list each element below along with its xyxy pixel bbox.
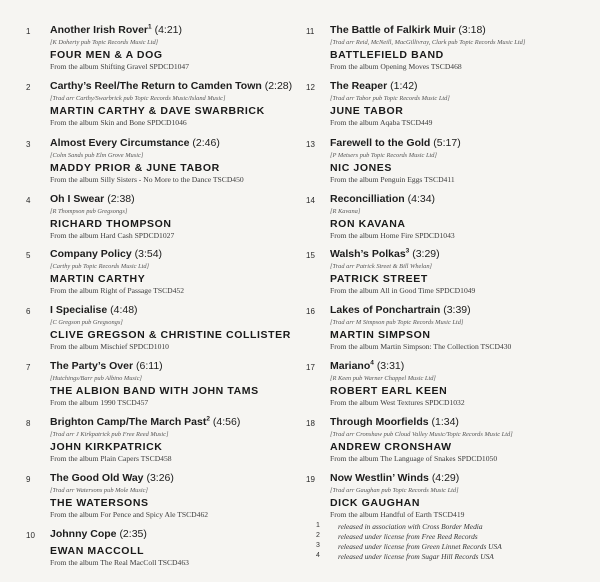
footnote-marker: 3 [405,247,410,255]
track-credit: [Trad arr J Kirkpatrick pub Free Reed Music] [50,431,169,438]
track-credit: [C Gregson pub Gregsongs] [50,319,123,326]
track-album: From the album Penguin Eggs TSCD411 [330,175,455,184]
track-duration: (2:46) [192,137,220,149]
track-album: From the album Martin Simpson: The Collection TSCD430 [330,342,512,351]
track-duration: (2:28) [264,80,293,92]
track-number: 9 [26,475,31,484]
track-title-line [50,360,294,373]
track-artist: MARTIN CARTHY & DAVE SWARBRICK [50,105,265,117]
track-artist: FOUR MEN & A DOG [50,49,163,61]
footnote [316,542,596,552]
track-credit: [Trad arr Patrick Street & Bill Whelan] [330,263,433,270]
track-title-line [330,416,596,429]
footnote-number: 3 [316,542,320,549]
footnote-text: released under license from Free Reed Records [338,532,478,541]
track-title-line [50,416,294,429]
track-number: 14 [306,196,315,205]
track-artist: JUNE TABOR [330,105,404,117]
track-artist: CLIVE GREGSON & CHRISTINE COLLISTER [50,329,291,341]
track-title: Now Westlin’ Winds [330,472,429,484]
track-album: From the album Opening Moves TSCD468 [330,62,462,71]
track-duration: (4:29) [431,472,460,484]
track-title-line [330,80,596,93]
track-credit: [Trad arr Watersons pub Mole Music] [50,487,148,494]
track-artist: JOHN KIRKPATRICK [50,441,163,453]
track-credit: [Trad arr Reid, McNeill, MacGillivray, Clark pub Topic Records Music Ltd] [330,39,526,46]
track-title: Almost Every Circumstance [50,137,190,149]
track-artist: THE WATERSONS [50,497,149,509]
track-artist: BATTLEFIELD BAND [330,49,444,61]
footnote-text: released in association with Cross Border Media [338,522,483,531]
track-album: From the album The Language of Snakes SPDCD1050 [330,454,498,463]
footnote [316,532,596,542]
track-duration: (1:42) [390,80,418,92]
track-number: 12 [306,83,315,92]
track-album: From the album 1990 TSCD457 [50,398,149,407]
track-artist: DICK GAUGHAN [330,497,421,509]
track-artist: RICHARD THOMPSON [50,218,172,230]
track-album: From the album Shifting Gravel SPDCD1047 [50,62,190,71]
track-duration: (6:11) [136,360,163,372]
track-duration: (1:34) [431,416,459,428]
track-credit: [Carthy pub Topic Records Music Ltd] [50,263,150,270]
footnote-text: released under license from Sugar Hill Records USA [338,552,494,561]
track-number: 16 [306,307,315,316]
track-album: From the album Handful of Earth TSCD419 [330,510,465,519]
track-title: Reconcilliation [330,193,405,205]
track-credit: [R Kavana] [330,208,361,215]
track-title: Carthy’s Reel/The Return to Camden Town [50,80,262,92]
track-duration: (2:38) [107,193,135,205]
track-credit: [P Metsers pub Topic Records Music Ltd] [330,152,437,159]
track-number: 3 [26,140,31,149]
track-duration: (3:54) [134,248,163,260]
footnote-number: 1 [316,522,320,529]
track-duration: (4:21) [154,24,183,36]
track-title-line [330,248,596,261]
track-title-line [330,472,596,485]
track-title: Through Moorfields [330,416,429,428]
track-credit: [Trad arr Gaughan pub Topic Records Music Ltd] [330,487,459,494]
track-number: 19 [306,475,315,484]
track-number: 15 [306,251,315,260]
footnote-number: 4 [316,552,320,559]
track-title: Lakes of Ponchartrain [330,304,441,316]
track-album: From the album Mischief SPDCD1010 [50,342,169,351]
track-duration: (3:29) [412,248,440,260]
track-title: Oh I Swear [50,193,105,205]
track-title: Johnny Cope [50,528,117,540]
track-artist: MARTIN SIMPSON [330,329,431,341]
footnote-number: 2 [316,532,320,539]
track-number: 2 [26,83,31,92]
track-title: Farewell to the Gold [330,137,431,149]
track-duration: (3:26) [146,472,174,484]
track-duration: (4:56) [212,416,241,428]
track-credit: [Colm Sands pub Elm Grove Music] [50,152,144,159]
track-album: From the album Hard Cash SPDCD1027 [50,231,175,240]
track-number: 4 [26,196,31,205]
track-credit: [Trad arr M Simpson pub Topic Records Music Ltd] [330,319,464,326]
track-title-line [50,80,294,93]
track-artist: NIC JONES [330,162,392,174]
footnote-marker: 1 [148,23,152,31]
track-number: 13 [306,140,315,149]
track-number: 11 [306,27,315,36]
track-album: From the album Skin and Bone SPDCD1046 [50,118,187,127]
track-duration: (3:18) [458,24,486,36]
track-title-line [330,137,596,150]
track-title-line [50,24,294,37]
track-title: Brighton Camp/The March Past [50,416,207,428]
track-credit: [K Doherty pub Topic Records Music Ltd] [50,39,159,46]
track-title-line [330,304,596,317]
track-album: From the album West Textures SPDCD1032 [330,398,465,407]
track-credit: [Trad arr Cronshaw pub Cloud Valley Music/Topic Records Music Ltd] [330,431,513,438]
track-credit: [Trad arr Carthy/Swarbrick pub Topic Records Music/Island Music] [50,95,226,102]
track-duration: (3:31) [376,360,405,372]
track-title: Walsh’s Polkas [330,248,406,260]
track-number: 6 [26,307,31,316]
track-artist: RON KAVANA [330,218,406,230]
track-album: From the album All in Good Time SPDCD1049 [330,286,476,295]
track-number: 17 [306,363,315,372]
footnote-marker: 4 [370,359,374,367]
track-album: From the album The Real MacColl TSCD463 [50,558,189,567]
track-number: 5 [26,251,31,260]
track-artist: PATRICK STREET [330,273,428,285]
track-title-line [50,528,294,541]
track-number: 8 [26,419,31,428]
track-artist: ANDREW CRONSHAW [330,441,452,453]
track-album: From the album Right of Passage TSCD452 [50,286,185,295]
track-credit: [R Keen pub Warner Chappel Music Ltd] [330,375,436,382]
track-album: From the album Silly Sisters - No More to the Dance TSCD450 [50,175,244,184]
track-album: From the album Aqaba TSCD449 [330,118,433,127]
track-title-line [330,360,596,373]
track-credit: [Trad arr Tabor pub Topic Records Music Ltd] [330,95,450,102]
track-title: The Reaper [330,80,388,92]
track-number: 7 [26,363,31,372]
track-title: I Specialise [50,304,108,316]
track-artist: EWAN MACCOLL [50,545,145,557]
track-title: Company Policy [50,248,132,260]
track-duration: (2:35) [119,528,147,540]
track-number: 10 [26,531,35,540]
track-title-line [50,472,294,485]
track-title-line [330,24,596,37]
track-title: The Battle of Falkirk Muir [330,24,456,36]
footnotes [316,522,596,562]
track-title-line [50,248,294,261]
track-title-line [50,304,294,317]
track-title: The Good Old Way [50,472,144,484]
track-title-line [50,137,294,150]
footnote [316,522,596,532]
track-credit: [Hutchings/Barr pub Albino Music] [50,375,143,382]
track-duration: (4:48) [110,304,138,316]
footnote-text: released under license from Green Linnet Records USA [338,542,502,551]
track-title-line [50,193,294,206]
track-album: From the album Home Fire SPDCD1043 [330,231,455,240]
track-duration: (5:17) [433,137,461,149]
footnote-marker: 2 [206,415,210,423]
footnote [316,552,596,562]
track-credit: [R Thompson pub Gregsongs] [50,208,128,215]
track-number: 1 [26,27,31,36]
track-title-line [330,193,596,206]
track-duration: (4:34) [407,193,436,205]
track-title: Mariano [330,360,371,372]
track-duration: (3:39) [443,304,471,316]
track-album: From the album For Pence and Spicy Ale TSCD462 [50,510,209,519]
track-artist: THE ALBION BAND WITH JOHN TAMS [50,385,259,397]
track-artist: MARTIN CARTHY [50,273,146,285]
track-number: 18 [306,419,315,428]
track-artist: MADDY PRIOR & JUNE TABOR [50,162,220,174]
track-title: Another Irish Rover [50,24,149,36]
track-artist: ROBERT EARL KEEN [330,385,448,397]
track-title: The Party’s Over [50,360,134,372]
track-album: From the album Plain Capers TSCD458 [50,454,172,463]
